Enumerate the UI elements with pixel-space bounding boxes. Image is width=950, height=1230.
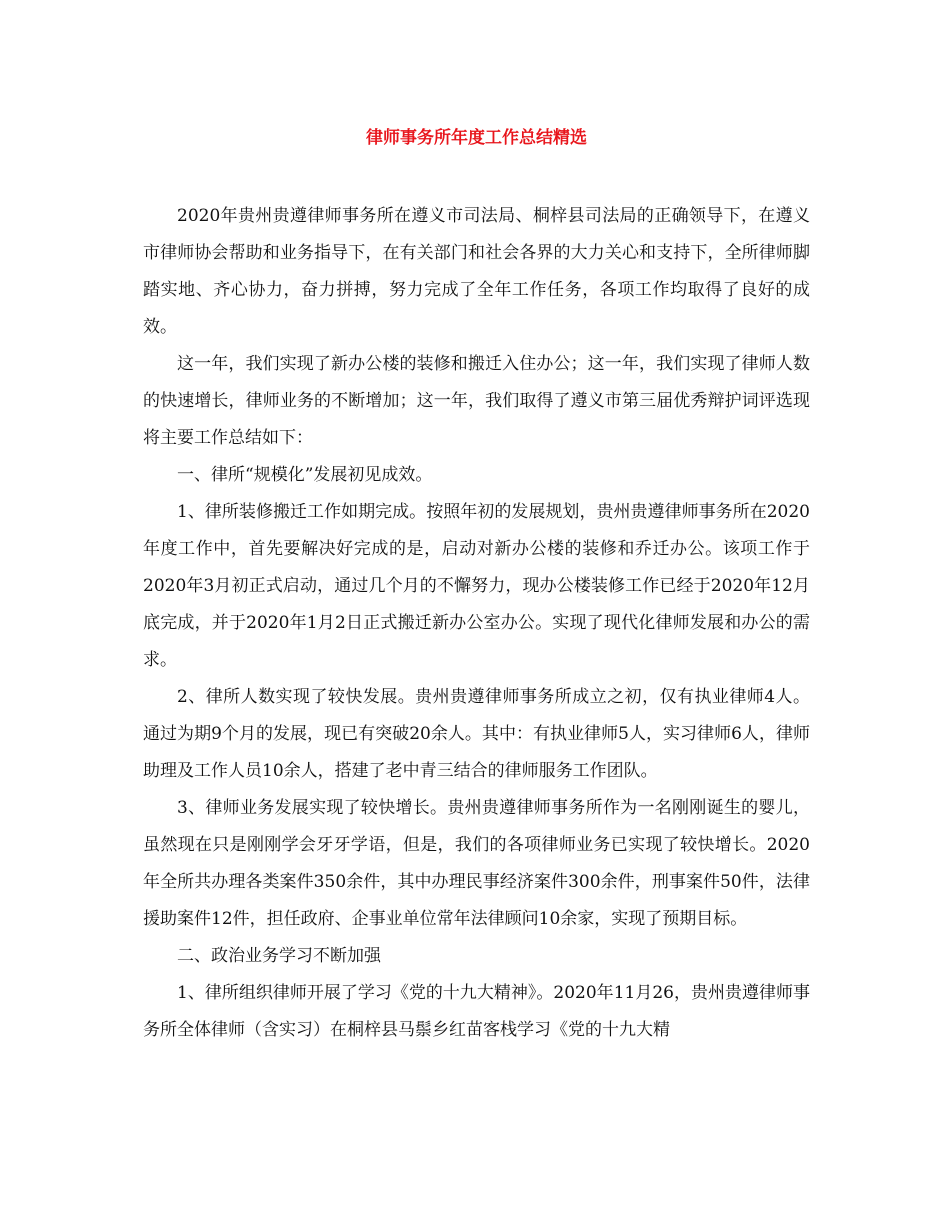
paragraph-item-1-3: 3、律师业务发展实现了较快增长。贵州贵遵律师事务所作为一名刚刚诞生的婴儿，虽然现在只是刚刚学会牙牙学语，但是，我们的各项律师业务已实现了较快增长。2020年全所共办理各类案件350余件，其中办理民事经济案件300余件，刑事案件50件，法律援助案件12件，担任政府、企事业单位常年法律顾问10余家，实现了预期目标。	[143, 798, 810, 929]
paragraph-item-2-1: 1、律所组织律师开展了学习《党的十九大精神》。2020年11月26，贵州贵遵律师事务所全体律师（含实习）在桐梓县马鬃乡红苗客栈学习《党的十九大精	[143, 983, 810, 1040]
document-title: 律师事务所年度工作总结精选	[366, 128, 587, 148]
paragraph-year-summary: 这一年，我们实现了新办公楼的装修和搬迁入住办公；这一年，我们实现了律师人数的快速增长，律师业务的不断增加；这一年，我们取得了遵义市第三届优秀辩护词评选现将主要工作总结如下：	[143, 354, 810, 448]
section-heading-2: 二、政治业务学习不断加强	[177, 946, 381, 966]
paragraph-intro: 2020年贵州贵遵律师事务所在遵义市司法局、桐梓县司法局的正确领导下，在遵义市律师协会帮助和业务指导下，在有关部门和社会各界的大力关心和支持下，全所律师脚踏实地、齐心协力，奋力拼搏，努力完成了全年工作任务，各项工作均取得了良好的成效。	[143, 206, 810, 337]
section-heading-1: 一、律所“规模化”发展初见成效。	[177, 465, 433, 485]
paragraph-item-1-2: 2、律所人数实现了较快发展。贵州贵遵律师事务所成立之初，仅有执业律师4人。通过为期9个月的发展，现已有突破20余人。其中：有执业律师5人，实习律师6人，律师助理及工作人员10余人，搭建了老中青三结合的律师服务工作团队。	[143, 687, 810, 781]
paragraph-item-1-1: 1、律所装修搬迁工作如期完成。按照年初的发展规划，贵州贵遵律师事务所在2020年度工作中，首先要解决好完成的是，启动对新办公楼的装修和乔迁办公。该项工作于2020年3月初正式启动，通过几个月的不懈努力，现办公楼装修工作已经于2020年12月底完成，并于2020年1月2日正式搬迁新办公室办公。实现了现代化律师发展和办公的需求。	[143, 502, 810, 670]
document-body	[143, 198, 810, 1049]
